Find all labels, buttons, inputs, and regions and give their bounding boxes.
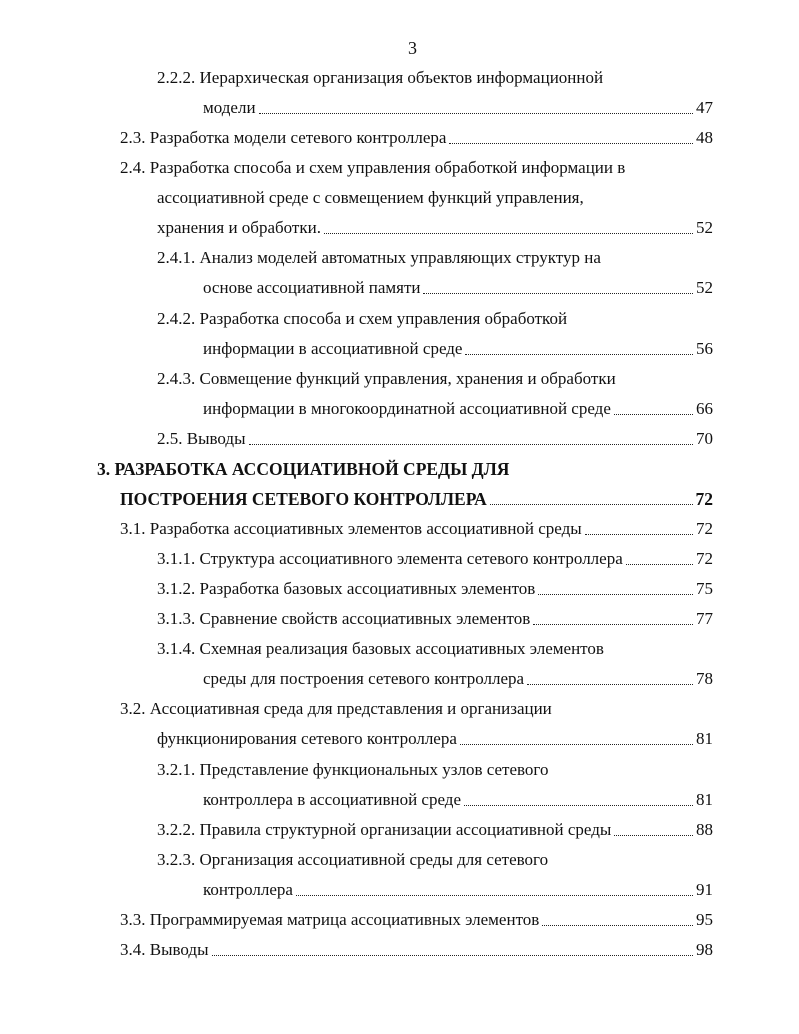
dot-leader (324, 233, 693, 234)
toc-entry-page: 78 (696, 669, 713, 688)
toc-entry-3-2-2 (157, 820, 713, 840)
dot-leader (527, 684, 693, 685)
toc-entry-2-4-1-line-1: 2.4.1. Анализ моделей автоматных управляющих структур на (157, 248, 601, 267)
toc-entry-3-2 (157, 729, 713, 749)
toc-entry-2-5 (157, 429, 713, 449)
toc-entry-2-4-3 (203, 399, 713, 419)
toc-entry-page: 72 (696, 549, 713, 568)
toc-entry-page: 72 (695, 489, 713, 509)
toc-entry-page: 75 (696, 579, 713, 598)
toc-entry-3-1-2 (157, 579, 713, 599)
dot-leader (465, 354, 693, 355)
toc-entry-page: 77 (696, 609, 713, 628)
toc-entry-text: контроллера (203, 880, 293, 899)
dot-leader (449, 143, 693, 144)
toc-entry-3-1 (120, 519, 713, 539)
toc-entry-text: хранения и обработки. (157, 218, 321, 237)
toc-entry-page: 52 (696, 218, 713, 237)
dot-leader (296, 895, 693, 896)
dot-leader (490, 504, 693, 505)
toc-entry-3-2-3 (203, 880, 713, 900)
toc-entry-2-2-2 (203, 98, 713, 118)
toc-entry-text: 2.5. Выводы (157, 429, 246, 448)
toc-entry-2-4-2 (203, 339, 713, 359)
toc-entry-text: информации в ассоциативной среде (203, 339, 463, 358)
toc-entry-2-4-1 (203, 278, 713, 298)
toc-entry-page: 88 (696, 820, 713, 839)
toc-entry-text: 3.3. Программируемая матрица ассоциативных элементов (120, 910, 540, 929)
toc-entry-page: 70 (696, 429, 713, 448)
dot-leader (626, 564, 693, 565)
toc-entry-2-4-3-line-1: 2.4.3. Совмещение функций управления, хранения и обработки (157, 369, 616, 388)
toc-entry-3-4 (120, 940, 713, 960)
toc-entry-page: 98 (696, 940, 713, 959)
dot-leader (259, 113, 693, 114)
toc-entry-text: функционирования сетевого контроллера (157, 729, 457, 748)
toc-entry-text: 3.1.3. Сравнение свойств ассоциативных элементов (157, 609, 531, 628)
toc-entry-page: 81 (696, 729, 713, 748)
page-number: 3 (408, 38, 417, 58)
toc-entry-page: 56 (696, 339, 713, 358)
toc-entry-3-1-4 (203, 669, 713, 689)
toc-entry-page: 47 (696, 98, 713, 117)
toc-entry-text: контроллера в ассоциативной среде (203, 790, 461, 809)
dot-leader (533, 624, 693, 625)
toc-entry-page: 66 (696, 399, 713, 418)
toc-entry-3-2-1 (203, 790, 713, 810)
toc-entry-text: среды для построения сетевого контроллера (203, 669, 525, 688)
toc-entry-page: 52 (696, 278, 713, 297)
toc-entry-text: информации в многокоординатной ассоциативной среде (203, 399, 611, 418)
toc-entry-text: ПОСТРОЕНИЯ СЕТЕВОГО КОНТРОЛЛЕРА (120, 489, 487, 509)
toc-entry-page: 95 (696, 910, 713, 929)
toc-entry-2-3 (120, 128, 713, 148)
toc-entry-page: 48 (696, 128, 713, 147)
toc-entry-3-2-3-line-1: 3.2.3. Организация ассоциативной среды для сетевого (157, 850, 549, 869)
toc-entry-page: 81 (696, 790, 713, 809)
dot-leader (585, 534, 693, 535)
dot-leader (538, 594, 693, 595)
toc-entry-text: 3.1.1. Структура ассоциативного элемента сетевого контроллера (157, 549, 623, 568)
dot-leader (460, 744, 693, 745)
toc-entry-2-4-line-2: ассоциативной среде с совмещением функций управления, (157, 188, 584, 207)
toc-entry-3-1-4-line-1: 3.1.4. Схемная реализация базовых ассоциативных элементов (157, 639, 604, 658)
toc-entry-page: 72 (696, 519, 713, 538)
toc-entry-text: 3.1. Разработка ассоциативных элементов ассоциативной среды (120, 519, 582, 538)
dot-leader (542, 925, 693, 926)
toc-entry-text: 3.2.2. Правила структурной организации ассоциативной среды (157, 820, 612, 839)
dot-leader (249, 444, 693, 445)
toc-entry-3-3 (120, 910, 713, 930)
toc-entry-text: 2.3. Разработка модели сетевого контроллера (120, 128, 447, 147)
toc-entry-2-2-2-line-1: 2.2.2. Иерархическая организация объектов информационной (157, 68, 604, 87)
toc-entry-3-1-1 (157, 549, 713, 569)
toc-entry-2-4 (157, 218, 713, 238)
toc-entry-text: модели (203, 98, 256, 117)
toc-entry-2-4-line-1: 2.4. Разработка способа и схем управления обработкой информации в (120, 158, 626, 177)
toc-entry-text: 3.4. Выводы (120, 940, 209, 959)
toc-entry-page: 91 (696, 880, 713, 899)
dot-leader (614, 835, 693, 836)
toc-entry-2-4-2-line-1: 2.4.2. Разработка способа и схем управления обработкой (157, 309, 568, 328)
toc-entry-3-2-1-line-1: 3.2.1. Представление функциональных узлов сетевого (157, 760, 549, 779)
toc-entry-text: 3.1.2. Разработка базовых ассоциативных элементов (157, 579, 536, 598)
toc-entry-3-1-3 (157, 609, 713, 629)
dot-leader (212, 955, 693, 956)
dot-leader (464, 805, 693, 806)
dot-leader (423, 293, 693, 294)
toc-entry-3-2-line-1: 3.2. Ассоциативная среда для представления и организации (120, 699, 552, 718)
toc-chapter-3 (120, 489, 713, 509)
toc-entry-text: основе ассоциативной памяти (203, 278, 421, 297)
dot-leader (614, 414, 693, 415)
toc-chapter-3-line-1: 3. РАЗРАБОТКА АССОЦИАТИВНОЙ СРЕДЫ ДЛЯ (97, 459, 510, 479)
